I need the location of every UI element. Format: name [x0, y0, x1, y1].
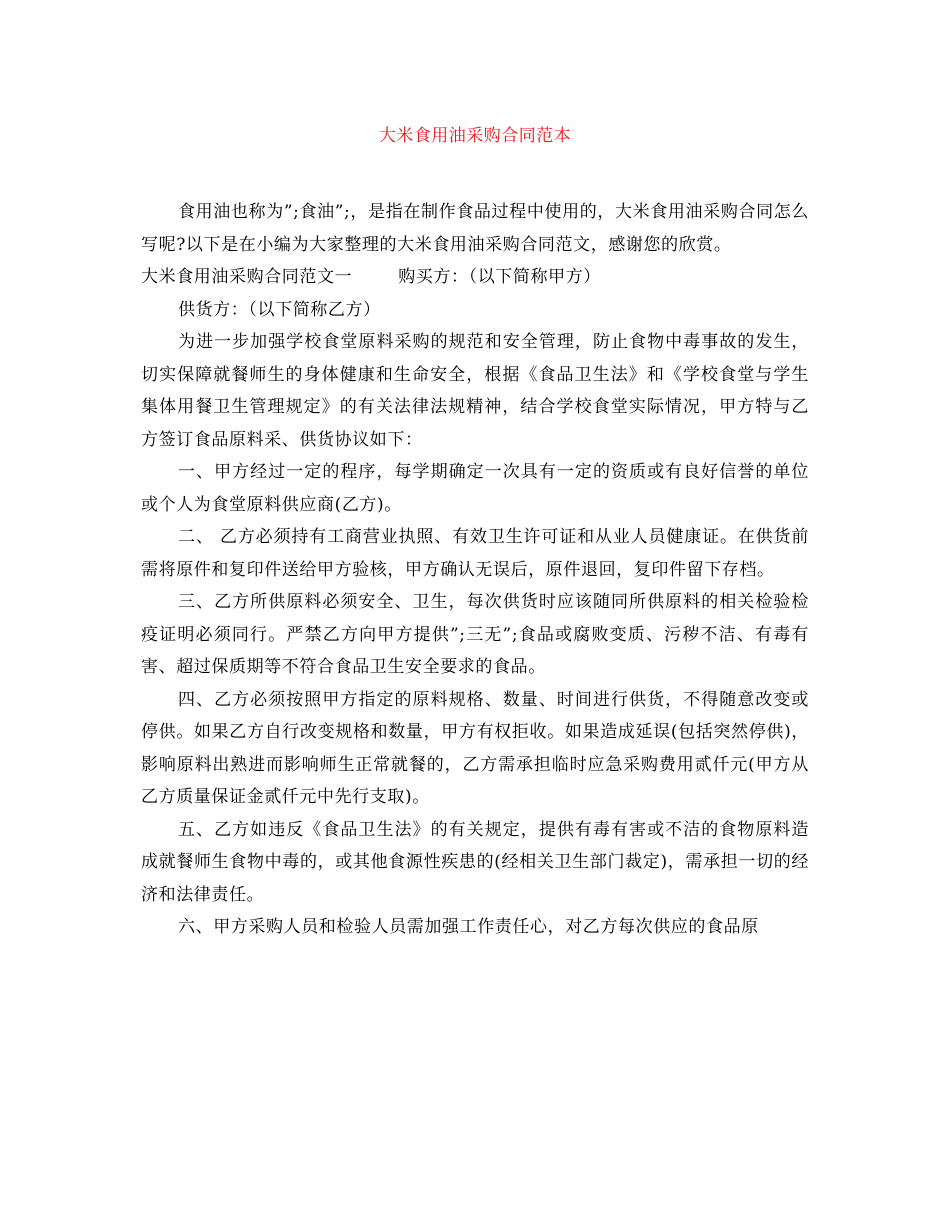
section-heading-line [141, 261, 809, 294]
preamble-paragraph: 为进一步加强学校食堂原料采购的规范和安全管理，防止食物中毒事故的发生，切实保障就餐师生的身体健康和生命安全，根据《食品卫生法》和《学校食堂与学生集体用餐卫生管理规定》的有关法律法规精神，结合学校食堂实际情况，甲方特与乙方签订食品原料采、供货协议如下： [141, 332, 809, 450]
section-heading: 大米食用油采购合同范文一 [141, 267, 353, 287]
clause-6: 六、甲方采购人员和检验人员需加强工作责任心，对乙方每次供应的食品原 [178, 917, 759, 937]
document-title: 大米食用油采购合同范本 [378, 126, 572, 146]
clause-4: 四、乙方必须按照甲方指定的原料规格、数量、时间进行供货，不得随意改变或停供。如果乙方自行改变规格和数量，甲方有权拒收。如果造成延误(包括突然停供)，影响原料出熟进而影响师生正常就餐的，乙方需承担临时应急采购费用贰仟元(甲方从乙方质量保证金贰仟元中先行支取)。 [141, 689, 809, 807]
clause-3: 三、乙方所供原料必须安全、卫生，每次供货时应该随同所供原料的相关检验检疫证明必须同行。严禁乙方向甲方提供”;三无”;食品或腐败变质、污秽不洁、有毒有害、超过保质期等不符合食品卫生安全要求的食品。 [141, 592, 809, 677]
supplier-line: 供货方：（以下简称乙方） [178, 299, 381, 320]
document-body [141, 196, 809, 944]
clause-5: 五、乙方如违反《食品卫生法》的有关规定，提供有毒有害或不洁的食物原料造成就餐师生食物中毒的，或其他食源性疾患的(经相关卫生部门裁定)，需承担一切的经济和法律责任。 [141, 819, 809, 905]
clause-1: 一、甲方经过一定的程序，每学期确定一次具有一定的资质或有良好信誉的单位或个人为食堂原料供应商(乙方)。 [141, 462, 809, 515]
buyer-line: 购买方：（以下简称甲方） [398, 267, 601, 287]
intro-paragraph: 食用油也称为”;食油”;，是指在制作食品过程中使用的，大米食用油采购合同怎么写呢?以下是在小编为大家整理的大米食用油采购合同范文，感谢您的欣赏。 [141, 202, 809, 255]
clause-2: 二、 乙方必须持有工商营业执照、有效卫生许可证和从业人员健康证。在供货前需将原件和复印件送给甲方验核，甲方确认无误后，原件退回，复印件留下存档。 [141, 527, 809, 580]
